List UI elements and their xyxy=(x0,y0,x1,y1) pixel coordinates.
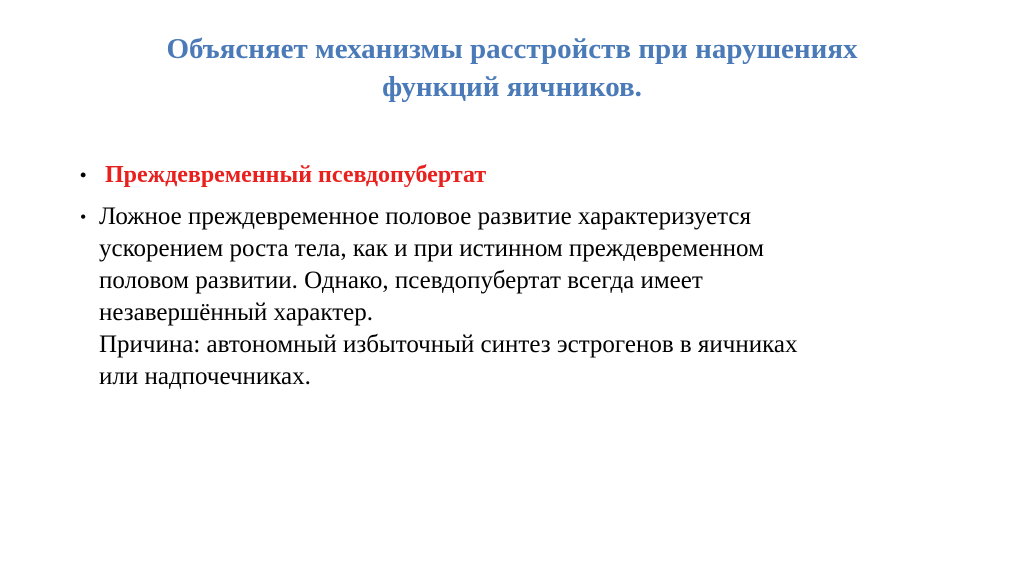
body-line-5: Причина: автономный избыточный синтез эстрогенов в яичниках xyxy=(99,331,798,358)
title-line-1: Объясняет механизмы расстройств при нарушениях xyxy=(166,33,858,65)
body-line-2: ускорением роста тела, как и при истинном преждевременном xyxy=(99,235,764,262)
bullet-marker: • xyxy=(80,207,87,227)
title-line-2: функций яичников. xyxy=(382,71,642,103)
body-line-6: или надпочечниках. xyxy=(99,363,311,390)
bullet-heading: Преждевременный псевдопубертат xyxy=(105,162,487,188)
bullet-list xyxy=(80,160,960,393)
bullet-item-precocious-pseudopuberty xyxy=(80,160,960,190)
body-line-4: незавершённый характер. xyxy=(99,299,373,326)
bullet-marker: • xyxy=(80,165,87,185)
body-line-1: Ложное преждевременное половое развитие характеризуется xyxy=(99,203,751,230)
body-line-3: половом развитии. Однако, псевдопубертат всегда имеет xyxy=(99,267,703,294)
slide-title xyxy=(60,30,964,106)
bullet-item-description xyxy=(80,201,960,393)
